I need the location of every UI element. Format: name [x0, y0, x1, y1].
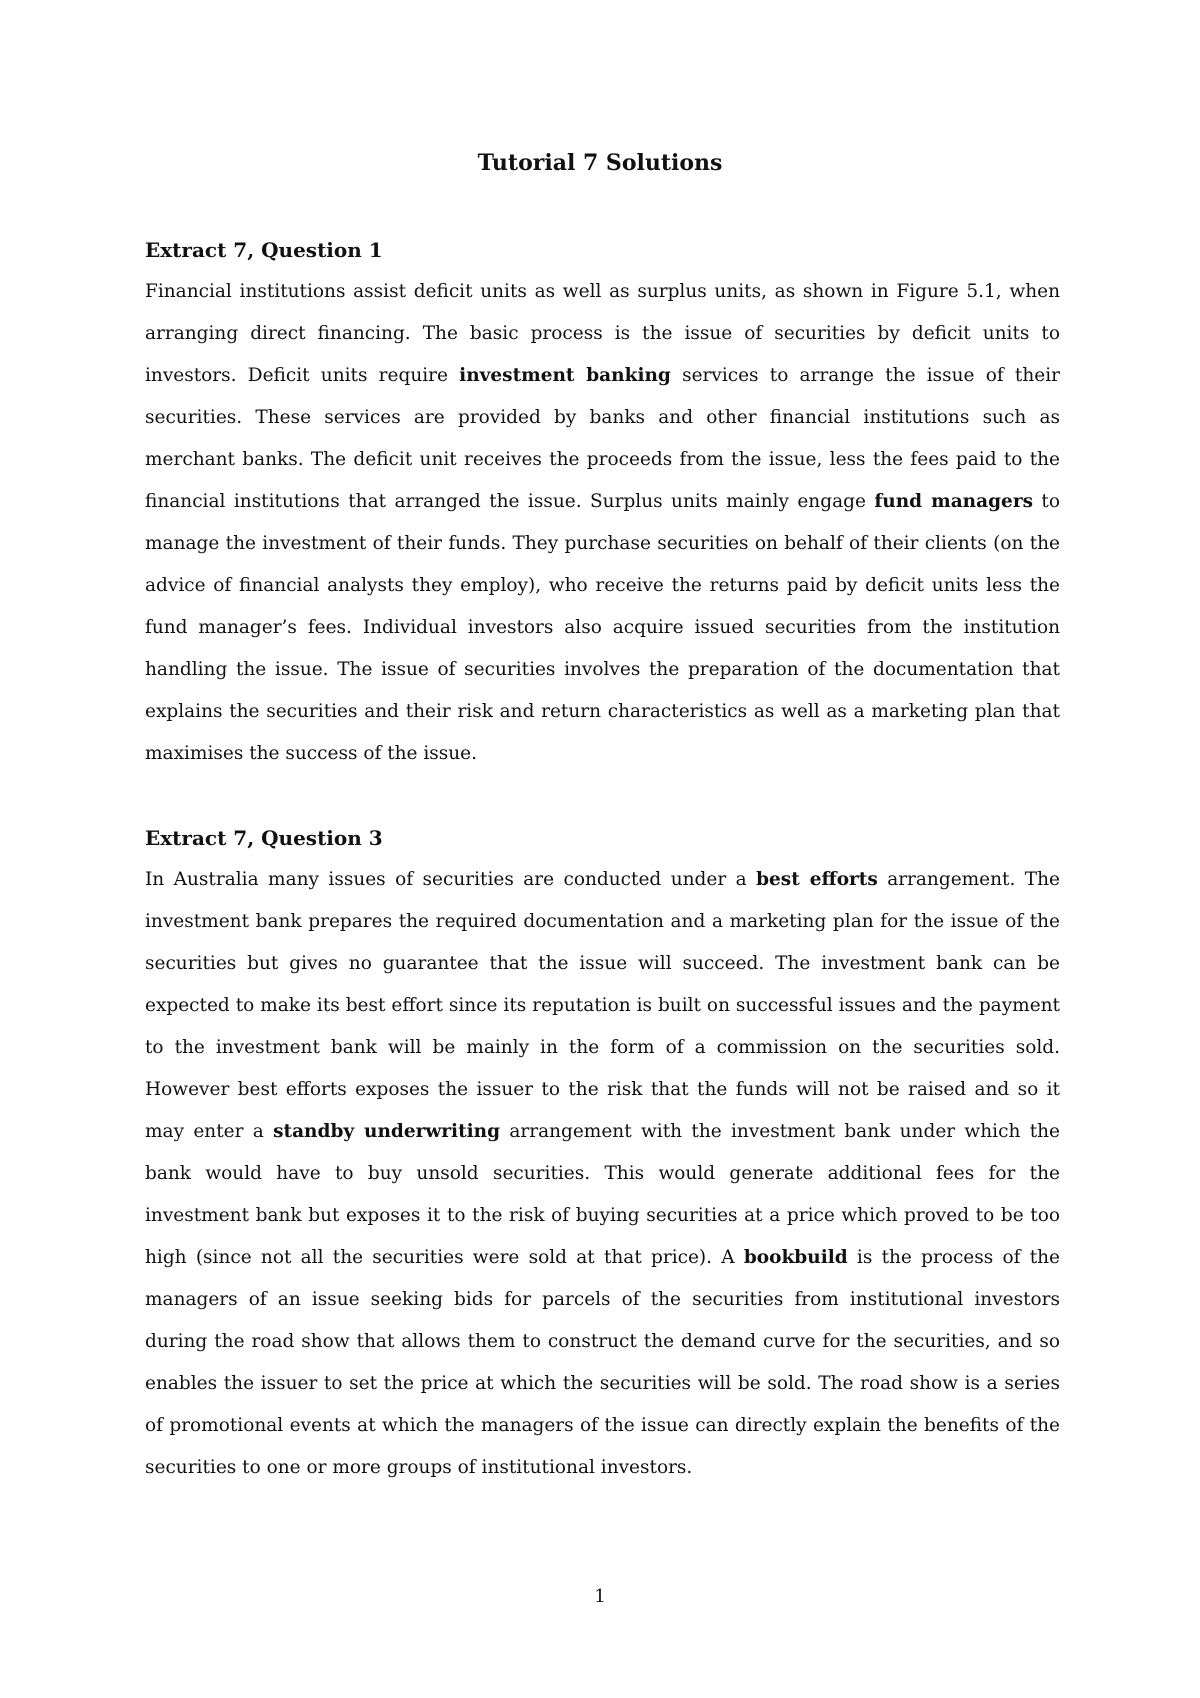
body-text: is the process of the managers of an issue seeking bids for parcels of the securities from institutional investors during the road show that allows them to construct the demand curve for the securities, and so enables the issuer to set the price at which the securities will be sold. The road show is a series of promotional events at which the managers of the issue can directly explain the benefits of the securities to one or more groups of institutional investors. [145, 1247, 1061, 1478]
body-text: arrangement with the investment bank under which the bank would have to buy unsold securities. This would generate additional fees for the investment bank but exposes it to the risk of buying securities at a price which proved to be too high (since not all the securities were sold at that price). A [145, 1121, 1060, 1268]
page-number: 1 [594, 1586, 606, 1607]
section-heading: Extract 7, Question 3 [145, 826, 383, 850]
key-term: fund managers [874, 491, 1033, 512]
document-title: Tutorial 7 Solutions [477, 150, 723, 176]
body-text: arrangement. The investment bank prepares the required documentation and a marketing plan for the issue of the securities but gives no guarantee that the issue will succeed. The investment bank can be expected to make its best effort since its reputation is built on successful issues and the payment to the investment bank will be mainly in the form of a commission on the securities sold. However best efforts exposes the issuer to the risk that the funds will not be raised and so it may enter a [145, 869, 1061, 1142]
key-term: standby underwriting [273, 1121, 501, 1142]
key-term: best efforts [756, 869, 878, 890]
body-text: In Australia many issues of securities are conducted under a [145, 869, 757, 890]
section-question-1 [145, 235, 1060, 775]
section-question-3 [145, 823, 1060, 1489]
body-text: services to arrange the issue of their securities. These services are provided by banks and other financial institutions such as merchant banks. The deficit unit receives the proceeds from the issue, less the fees paid to the financial institutions that arranged the issue. Surplus units mainly engage [145, 365, 1060, 512]
key-term: investment banking [459, 365, 671, 386]
key-term: bookbuild [743, 1247, 848, 1268]
body-text: to manage the investment of their funds. They purchase securities on behalf of their clients (on the advice of financial analysts they employ), who receive the returns paid by deficit units less the fund manager’s fees. Individual investors also acquire issued securities from the institution handling the issue. The issue of securities involves the preparation of the documentation that explains the securities and their risk and return characteristics as well as a marketing plan that maximises the success of the issue. [145, 491, 1061, 764]
body-text: Financial institutions assist deficit units as well as surplus units, as shown in Figure 5.1, when arranging direct financing. The basic process is the issue of securities by deficit units to investors. Deficit units require [145, 281, 1060, 386]
section-body [145, 859, 1060, 1489]
section-body [145, 271, 1060, 775]
section-heading: Extract 7, Question 1 [145, 238, 383, 262]
